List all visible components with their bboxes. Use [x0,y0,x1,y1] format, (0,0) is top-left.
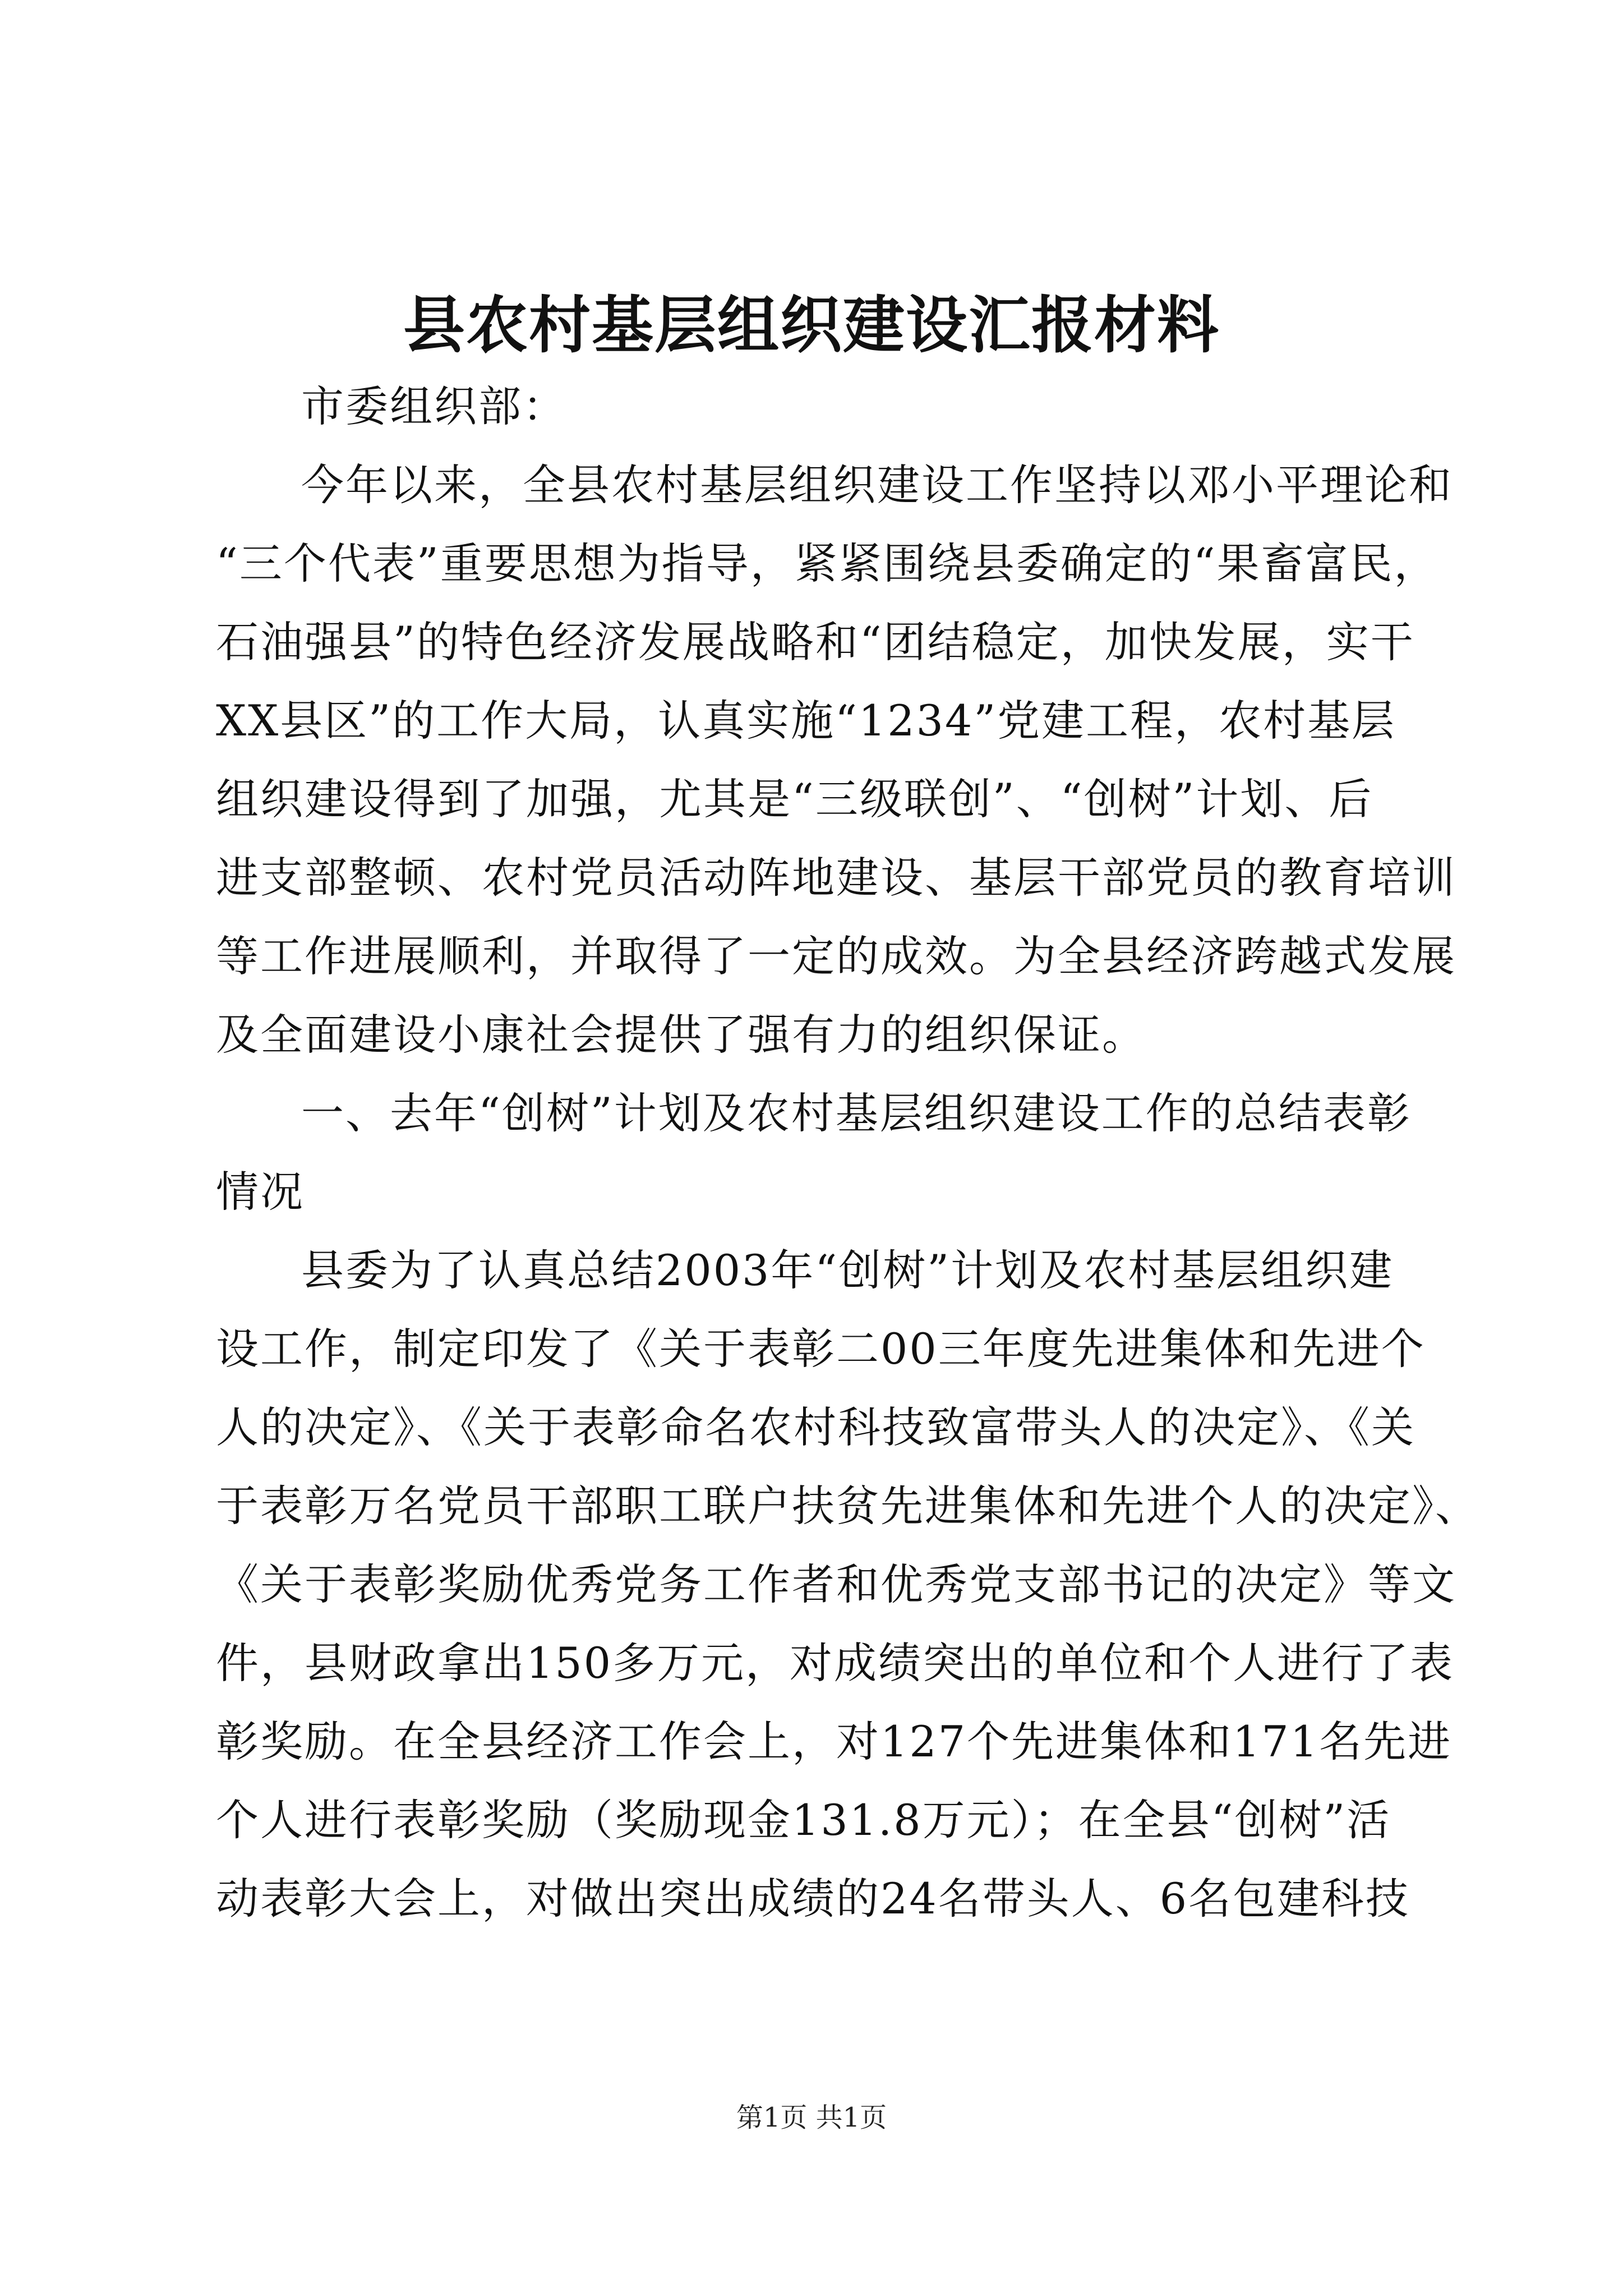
document-body [216,367,1479,1938]
paragraph-line: 组织建设得到了加强，尤其是“三级联创”、“创树”计划、后 [216,774,1373,824]
paragraph-line: 等工作进展顺利，并取得了一定的成效。为全县经济跨越式发展 [216,931,1456,981]
paragraph-line: 今年以来，全县农村基层组织建设工作坚持以邓小平理论和 [301,460,1453,510]
paragraph-line: 动表彰大会上，对做出突出成绩的24名带头人、6名包建科技 [216,1874,1410,1924]
paragraph-line: 个人进行表彰奖励（奖励现金131.8万元）；在全县“创树”活 [216,1795,1391,1845]
paragraph-line: 石油强县”的特色经济发展战略和“团结稳定，加快发展，实干 [216,617,1415,667]
paragraph-line: “三个代表”重要思想为指导，紧紧围绕县委确定的“果畜富民， [216,539,1438,588]
section-heading-line: 情况 [216,1167,305,1217]
section-heading-line: 一、去年“创树”计划及农村基层组织建设工作的总结表彰 [301,1088,1412,1138]
paragraph-line: 及全面建设小康社会提供了强有力的组织保证。 [216,1010,1146,1060]
salutation-line: 市委组织部： [301,381,567,431]
paragraph-line: 县委为了认真总结2003年“创树”计划及农村基层组织建 [301,1245,1394,1295]
paragraph-line: 设工作，制定印发了《关于表彰二00三年度先进集体和先进个 [216,1324,1426,1374]
paragraph-line: XX县区”的工作大局，认真实施“1234”党建工程，农村基层 [216,696,1396,746]
paragraph-line: 人的决定》、《关于表彰命名农村科技致富带头人的决定》、《关 [216,1402,1415,1452]
paragraph-line: 件，县财政拿出150多万元，对成绩突出的单位和个人进行了表 [216,1638,1455,1688]
paragraph-line: 于表彰万名党员干部职工联户扶贫先进集体和先进个人的决定》、 [216,1481,1479,1531]
paragraph-line: 进支部整顿、农村党员活动阵地建设、基层干部党员的教育培训 [216,853,1456,903]
paragraph-line: 彰奖励。在全县经济工作会上，对127个先进集体和171名先进 [216,1717,1453,1766]
document-title: 县农村基层组织建设汇报材料 [403,289,1220,361]
paragraph-line: 《关于表彰奖励优秀党务工作者和优秀党支部书记的决定》等文 [216,1559,1456,1609]
page-number-footer: 第1页 共1页 [736,2102,887,2133]
